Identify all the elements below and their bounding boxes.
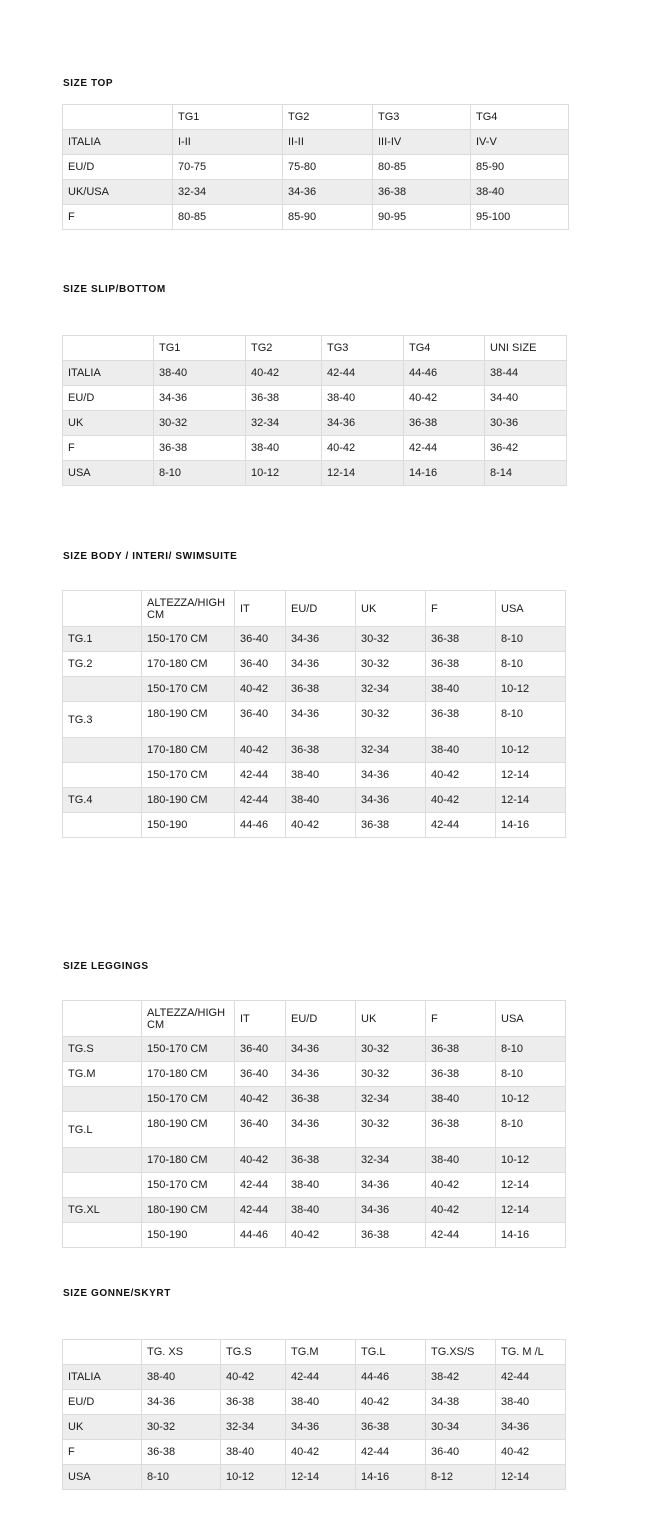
table-cell: EU/D xyxy=(63,1390,142,1415)
table-cell: 30-36 xyxy=(485,411,567,436)
table-row xyxy=(63,738,566,763)
header-cell xyxy=(63,1340,142,1365)
header-cell: EU/D xyxy=(286,1001,356,1037)
header-cell: ALTEZZA/HIGH CM xyxy=(142,591,235,627)
table-cell: 40-42 xyxy=(235,1087,286,1112)
table-row xyxy=(63,1112,566,1148)
table-cell: F xyxy=(63,1440,142,1465)
table-cell: 42-44 xyxy=(235,788,286,813)
table-cell: 14-16 xyxy=(496,813,566,838)
table-cell: 30-32 xyxy=(356,1112,426,1148)
table-cell: 36-38 xyxy=(426,652,496,677)
table-cell: 36-38 xyxy=(426,1037,496,1062)
table-cell: 40-42 xyxy=(426,763,496,788)
table-row xyxy=(63,1440,566,1465)
table-row xyxy=(63,1087,566,1112)
table-cell: 30-32 xyxy=(356,652,426,677)
table-cell: 10-12 xyxy=(496,738,566,763)
table-cell: 90-95 xyxy=(373,205,471,230)
table-row xyxy=(63,461,567,486)
table-cell: 36-40 xyxy=(235,652,286,677)
table-cell: 34-36 xyxy=(356,763,426,788)
table-cell: 12-14 xyxy=(496,788,566,813)
table-cell: 38-40 xyxy=(426,1087,496,1112)
table-cell: TG.M xyxy=(63,1062,142,1087)
header-cell: USA xyxy=(496,1001,566,1037)
table-cell: 95-100 xyxy=(471,205,569,230)
table-cell: 180-190 CM xyxy=(142,702,235,738)
table-cell: 36-38 xyxy=(221,1390,286,1415)
table-cell: 8-10 xyxy=(142,1465,221,1490)
table-cell: 44-46 xyxy=(356,1365,426,1390)
table-cell: F xyxy=(63,205,173,230)
table-row xyxy=(63,1223,566,1248)
table-cell: F xyxy=(63,436,154,461)
table-cell: 180-190 CM xyxy=(142,1112,235,1148)
table-cell: 8-10 xyxy=(496,1112,566,1148)
table-cell: 180-190 CM xyxy=(142,1198,235,1223)
table-cell: 36-38 xyxy=(154,436,246,461)
header-cell: IT xyxy=(235,591,286,627)
table-cell: 40-42 xyxy=(286,813,356,838)
table-cell: 42-44 xyxy=(235,1198,286,1223)
table-cell: 40-42 xyxy=(404,386,485,411)
table-cell: 34-36 xyxy=(286,1062,356,1087)
table-cell: 150-190 xyxy=(142,1223,235,1248)
table-cell: 38-40 xyxy=(286,1198,356,1223)
table-cell: 34-36 xyxy=(286,1037,356,1062)
table-row xyxy=(63,627,566,652)
header-cell xyxy=(63,1001,142,1037)
table-cell: 36-40 xyxy=(235,1112,286,1148)
header-cell: TG.XS/S xyxy=(426,1340,496,1365)
table-row xyxy=(63,155,569,180)
table-cell: 32-34 xyxy=(173,180,283,205)
table-cell: 34-36 xyxy=(286,702,356,738)
table-cell: 38-40 xyxy=(471,180,569,205)
table-cell: 12-14 xyxy=(496,1465,566,1490)
header-cell: UK xyxy=(356,591,426,627)
table-cell: 44-46 xyxy=(235,813,286,838)
table-cell: TG.L xyxy=(63,1112,142,1148)
table-cell: 34-36 xyxy=(286,1112,356,1148)
table-cell xyxy=(63,738,142,763)
table-cell: 36-38 xyxy=(373,180,471,205)
table-row xyxy=(63,763,566,788)
table-cell: 42-44 xyxy=(286,1365,356,1390)
table-cell: 30-32 xyxy=(356,1062,426,1087)
table-cell xyxy=(63,1087,142,1112)
table-cell: III-IV xyxy=(373,130,471,155)
table-cell: 36-42 xyxy=(485,436,567,461)
table-cell: 38-40 xyxy=(286,1173,356,1198)
table-cell: 42-44 xyxy=(404,436,485,461)
table-cell: 36-38 xyxy=(404,411,485,436)
table-cell: TG.1 xyxy=(63,627,142,652)
table-cell: 80-85 xyxy=(173,205,283,230)
header-cell: USA xyxy=(496,591,566,627)
table-cell: 32-34 xyxy=(356,1148,426,1173)
table-cell: 36-38 xyxy=(142,1440,221,1465)
table-cell: 36-38 xyxy=(286,677,356,702)
table-cell: TG.3 xyxy=(63,702,142,738)
table-cell: 8-10 xyxy=(496,1062,566,1087)
size-top-table xyxy=(62,104,569,230)
table-cell: 36-40 xyxy=(235,1062,286,1087)
table-cell: TG.XL xyxy=(63,1198,142,1223)
table-cell: 40-42 xyxy=(235,677,286,702)
table-cell: 36-38 xyxy=(426,627,496,652)
table-cell: 32-34 xyxy=(356,677,426,702)
table-cell: 12-14 xyxy=(496,1173,566,1198)
table-cell: 38-40 xyxy=(154,361,246,386)
table-cell: 30-32 xyxy=(356,702,426,738)
table-row xyxy=(63,1415,566,1440)
table-cell: 70-75 xyxy=(173,155,283,180)
table-cell: 42-44 xyxy=(235,763,286,788)
table-cell: 8-10 xyxy=(496,627,566,652)
table-cell: 36-38 xyxy=(426,1112,496,1148)
table-cell: 170-180 CM xyxy=(142,1148,235,1173)
header-cell: UK xyxy=(356,1001,426,1037)
table-cell: 34-38 xyxy=(426,1390,496,1415)
table-cell xyxy=(63,763,142,788)
table-cell: 34-40 xyxy=(485,386,567,411)
table-cell: TG.S xyxy=(63,1037,142,1062)
table-row xyxy=(63,130,569,155)
size-leggings-title: SIZE LEGGINGS xyxy=(63,961,149,972)
header-cell: TG3 xyxy=(373,105,471,130)
table-cell: 14-16 xyxy=(496,1223,566,1248)
table-cell: 30-34 xyxy=(426,1415,496,1440)
header-cell xyxy=(63,591,142,627)
table-cell: 150-170 CM xyxy=(142,677,235,702)
header-cell: TG2 xyxy=(283,105,373,130)
table-cell: 40-42 xyxy=(426,1198,496,1223)
table-cell: 36-38 xyxy=(426,702,496,738)
table-cell: 32-34 xyxy=(246,411,322,436)
table-cell: 40-42 xyxy=(426,788,496,813)
table-cell: 42-44 xyxy=(235,1173,286,1198)
table-cell: 40-42 xyxy=(426,1173,496,1198)
table-cell: 32-34 xyxy=(221,1415,286,1440)
table-cell: 36-38 xyxy=(356,813,426,838)
table-cell: 40-42 xyxy=(235,1148,286,1173)
table-cell: USA xyxy=(63,461,154,486)
size-body-title: SIZE BODY / INTERI/ SWIMSUITE xyxy=(63,551,238,562)
table-cell: 44-46 xyxy=(235,1223,286,1248)
header-cell xyxy=(63,336,154,361)
table-cell: 8-10 xyxy=(496,652,566,677)
table-cell: 34-36 xyxy=(356,788,426,813)
table-header-row xyxy=(63,1340,566,1365)
table-cell: 14-16 xyxy=(356,1465,426,1490)
table-cell: 10-12 xyxy=(496,1148,566,1173)
table-row xyxy=(63,1465,566,1490)
size-gonne-skyrt-table xyxy=(62,1339,566,1490)
table-cell: 38-44 xyxy=(485,361,567,386)
table-cell: 85-90 xyxy=(283,205,373,230)
table-cell: 38-42 xyxy=(426,1365,496,1390)
table-cell: 44-46 xyxy=(404,361,485,386)
table-cell: 40-42 xyxy=(286,1440,356,1465)
table-cell: 34-36 xyxy=(142,1390,221,1415)
table-cell: 42-44 xyxy=(496,1365,566,1390)
header-cell: TG1 xyxy=(173,105,283,130)
table-cell: 38-40 xyxy=(142,1365,221,1390)
table-cell: 40-42 xyxy=(356,1390,426,1415)
table-cell: 40-42 xyxy=(286,1223,356,1248)
size-gonne-skyrt-title: SIZE GONNE/SKYRT xyxy=(63,1288,171,1299)
table-cell: 8-10 xyxy=(496,1037,566,1062)
table-cell: 170-180 CM xyxy=(142,1062,235,1087)
table-cell: UK/USA xyxy=(63,180,173,205)
table-cell: 30-32 xyxy=(356,1037,426,1062)
table-cell: ITALIA xyxy=(63,361,154,386)
table-cell: 150-170 CM xyxy=(142,1087,235,1112)
size-slip-bottom-table xyxy=(62,335,567,486)
table-cell: 30-32 xyxy=(142,1415,221,1440)
header-cell: F xyxy=(426,591,496,627)
table-row xyxy=(63,1198,566,1223)
table-cell xyxy=(63,677,142,702)
table-cell: 8-10 xyxy=(496,702,566,738)
table-cell: 36-40 xyxy=(426,1440,496,1465)
header-cell: TG4 xyxy=(404,336,485,361)
header-cell: TG.S xyxy=(221,1340,286,1365)
table-cell: EU/D xyxy=(63,155,173,180)
table-cell: 38-40 xyxy=(286,788,356,813)
table-cell: 38-40 xyxy=(496,1390,566,1415)
header-cell: EU/D xyxy=(286,591,356,627)
table-cell: 38-40 xyxy=(221,1440,286,1465)
size-slip-bottom-title: SIZE SLIP/BOTTOM xyxy=(63,284,166,295)
table-cell: 38-40 xyxy=(426,1148,496,1173)
table-row xyxy=(63,1390,566,1415)
size-top-title: SIZE TOP xyxy=(63,78,114,89)
table-row xyxy=(63,813,566,838)
table-cell: 34-36 xyxy=(322,411,404,436)
header-cell: TG. XS xyxy=(142,1340,221,1365)
table-cell: 40-42 xyxy=(496,1440,566,1465)
table-cell: 80-85 xyxy=(373,155,471,180)
table-row xyxy=(63,386,567,411)
header-cell: UNI SIZE xyxy=(485,336,567,361)
table-row xyxy=(63,652,566,677)
table-row xyxy=(63,702,566,738)
table-header-row xyxy=(63,105,569,130)
table-cell: 10-12 xyxy=(221,1465,286,1490)
table-cell: 34-36 xyxy=(356,1198,426,1223)
table-cell: 8-14 xyxy=(485,461,567,486)
table-header-row xyxy=(63,1001,566,1037)
table-cell: 180-190 CM xyxy=(142,788,235,813)
table-row xyxy=(63,1365,566,1390)
table-cell: 38-40 xyxy=(246,436,322,461)
table-cell: 36-38 xyxy=(286,1087,356,1112)
table-cell: 8-12 xyxy=(426,1465,496,1490)
table-cell: 36-38 xyxy=(426,1062,496,1087)
table-cell xyxy=(63,1173,142,1198)
table-header-row xyxy=(63,591,566,627)
header-cell: TG3 xyxy=(322,336,404,361)
size-body-table xyxy=(62,590,566,838)
table-cell: 85-90 xyxy=(471,155,569,180)
table-cell: 42-44 xyxy=(356,1440,426,1465)
table-cell: 40-42 xyxy=(235,738,286,763)
table-cell: 40-42 xyxy=(246,361,322,386)
table-cell: 38-40 xyxy=(426,738,496,763)
table-cell: 75-80 xyxy=(283,155,373,180)
header-cell: TG2 xyxy=(246,336,322,361)
table-cell: 36-38 xyxy=(286,1148,356,1173)
table-cell: 38-40 xyxy=(286,1390,356,1415)
table-cell: TG.2 xyxy=(63,652,142,677)
table-cell: 36-40 xyxy=(235,1037,286,1062)
table-cell: 36-38 xyxy=(286,738,356,763)
table-row xyxy=(63,677,566,702)
table-cell: 12-14 xyxy=(496,763,566,788)
table-cell: 170-180 CM xyxy=(142,652,235,677)
table-cell: 30-32 xyxy=(154,411,246,436)
table-row xyxy=(63,411,567,436)
table-header-row xyxy=(63,336,567,361)
table-cell: UK xyxy=(63,1415,142,1440)
table-cell: 34-36 xyxy=(496,1415,566,1440)
header-cell: ALTEZZA/HIGH CM xyxy=(142,1001,235,1037)
table-cell: 40-42 xyxy=(221,1365,286,1390)
header-cell: TG.L xyxy=(356,1340,426,1365)
header-cell: IT xyxy=(235,1001,286,1037)
table-cell: 34-36 xyxy=(286,627,356,652)
table-cell: ITALIA xyxy=(63,130,173,155)
table-cell: II-II xyxy=(283,130,373,155)
table-cell: 42-44 xyxy=(426,813,496,838)
table-cell: 150-190 xyxy=(142,813,235,838)
table-row xyxy=(63,180,569,205)
table-row xyxy=(63,436,567,461)
table-cell: TG.4 xyxy=(63,788,142,813)
table-row xyxy=(63,361,567,386)
table-cell: 12-14 xyxy=(286,1465,356,1490)
table-cell: ITALIA xyxy=(63,1365,142,1390)
header-cell: TG.M xyxy=(286,1340,356,1365)
header-cell xyxy=(63,105,173,130)
table-cell: IV-V xyxy=(471,130,569,155)
table-cell: 150-170 CM xyxy=(142,627,235,652)
table-cell xyxy=(63,1148,142,1173)
table-row xyxy=(63,1173,566,1198)
table-cell: 12-14 xyxy=(322,461,404,486)
table-cell: 150-170 CM xyxy=(142,763,235,788)
header-cell: TG4 xyxy=(471,105,569,130)
header-cell: TG1 xyxy=(154,336,246,361)
table-cell: UK xyxy=(63,411,154,436)
table-cell xyxy=(63,813,142,838)
table-cell: 42-44 xyxy=(322,361,404,386)
table-cell: 8-10 xyxy=(154,461,246,486)
table-cell: 10-12 xyxy=(246,461,322,486)
table-cell: 10-12 xyxy=(496,1087,566,1112)
table-cell: 14-16 xyxy=(404,461,485,486)
table-cell: 34-36 xyxy=(154,386,246,411)
table-cell: 40-42 xyxy=(322,436,404,461)
table-cell: 38-40 xyxy=(322,386,404,411)
table-cell: 12-14 xyxy=(496,1198,566,1223)
table-row xyxy=(63,1037,566,1062)
table-cell: 150-170 CM xyxy=(142,1173,235,1198)
table-cell: 36-38 xyxy=(356,1415,426,1440)
table-row xyxy=(63,1062,566,1087)
table-cell: 36-38 xyxy=(356,1223,426,1248)
table-cell xyxy=(63,1223,142,1248)
table-cell: 36-40 xyxy=(235,627,286,652)
table-cell: I-II xyxy=(173,130,283,155)
table-cell: 150-170 CM xyxy=(142,1037,235,1062)
table-cell: 34-36 xyxy=(286,1415,356,1440)
table-cell: 30-32 xyxy=(356,627,426,652)
table-cell: EU/D xyxy=(63,386,154,411)
table-cell: 10-12 xyxy=(496,677,566,702)
table-row xyxy=(63,1148,566,1173)
table-row xyxy=(63,788,566,813)
table-cell: 34-36 xyxy=(356,1173,426,1198)
table-cell: 36-40 xyxy=(235,702,286,738)
table-cell: 38-40 xyxy=(426,677,496,702)
table-cell: 34-36 xyxy=(286,652,356,677)
table-cell: 42-44 xyxy=(426,1223,496,1248)
header-cell: F xyxy=(426,1001,496,1037)
header-cell: TG. M /L xyxy=(496,1340,566,1365)
table-cell: 38-40 xyxy=(286,763,356,788)
table-cell: 32-34 xyxy=(356,738,426,763)
table-row xyxy=(63,205,569,230)
table-cell: 36-38 xyxy=(246,386,322,411)
table-cell: USA xyxy=(63,1465,142,1490)
size-leggings-table xyxy=(62,1000,566,1248)
table-cell: 32-34 xyxy=(356,1087,426,1112)
table-cell: 170-180 CM xyxy=(142,738,235,763)
table-cell: 34-36 xyxy=(283,180,373,205)
